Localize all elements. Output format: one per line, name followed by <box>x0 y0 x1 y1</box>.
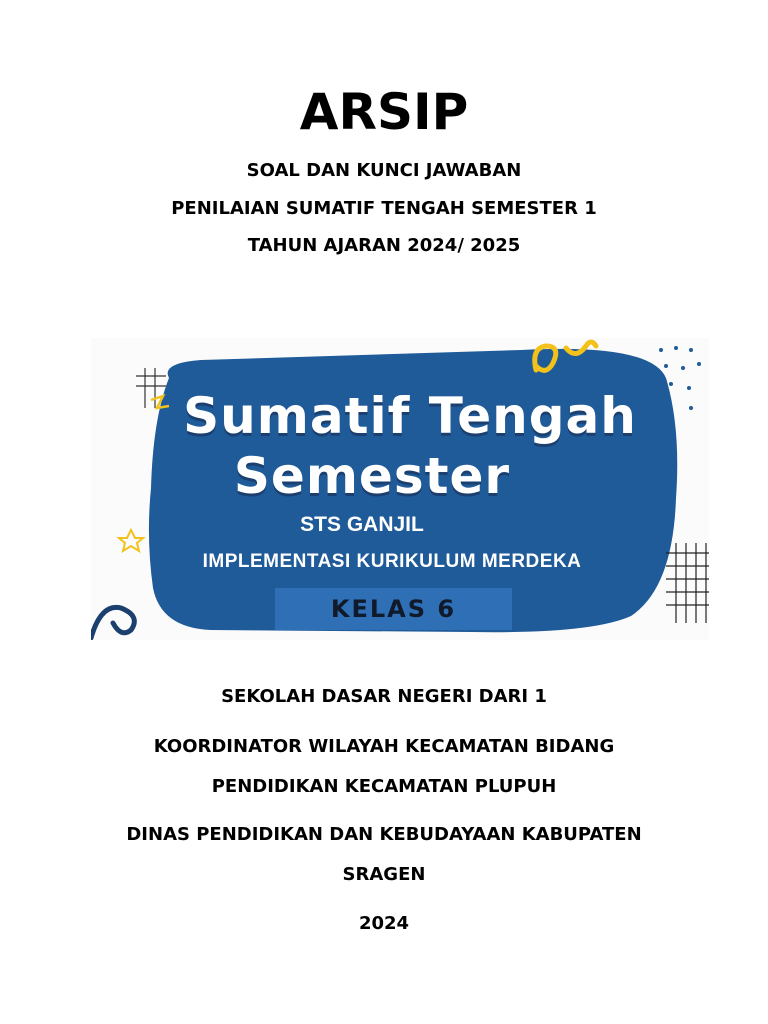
kelas-badge: KELAS 6 <box>275 588 512 630</box>
banner-title-line-2: Semester <box>233 447 511 505</box>
coordinator-line-1: KOORDINATOR WILAYAH KECAMATAN BIDANG <box>153 736 615 757</box>
header-line-3: TAHUN AJARAN 2024/ 2025 <box>247 235 521 256</box>
curl-decoration <box>91 607 134 638</box>
coordinator-line-2: PENDIDIKAN KECAMATAN PLUPUH <box>211 776 557 797</box>
cover-banner-image <box>91 338 709 640</box>
document-title: ARSIP <box>299 83 469 141</box>
banner-title-line-1: Sumatif Tengah <box>183 387 637 445</box>
dinas-line-1: DINAS PENDIDIKAN DAN KEBUDAYAAN KABUPATEN <box>126 824 642 845</box>
header-line-1: SOAL DAN KUNCI JAWABAN <box>246 160 522 181</box>
document-year: 2024 <box>358 913 410 934</box>
dinas-line-2: SRAGEN <box>342 864 426 885</box>
school-name: SEKOLAH DASAR NEGERI DARI 1 <box>221 686 547 707</box>
banner-subtitle: STS GANJIL <box>300 513 424 536</box>
header-line-2: PENILAIAN SUMATIF TENGAH SEMESTER 1 <box>171 198 597 219</box>
banner-subtitle-2: IMPLEMENTASI KURIKULUM MERDEKA <box>202 551 582 572</box>
